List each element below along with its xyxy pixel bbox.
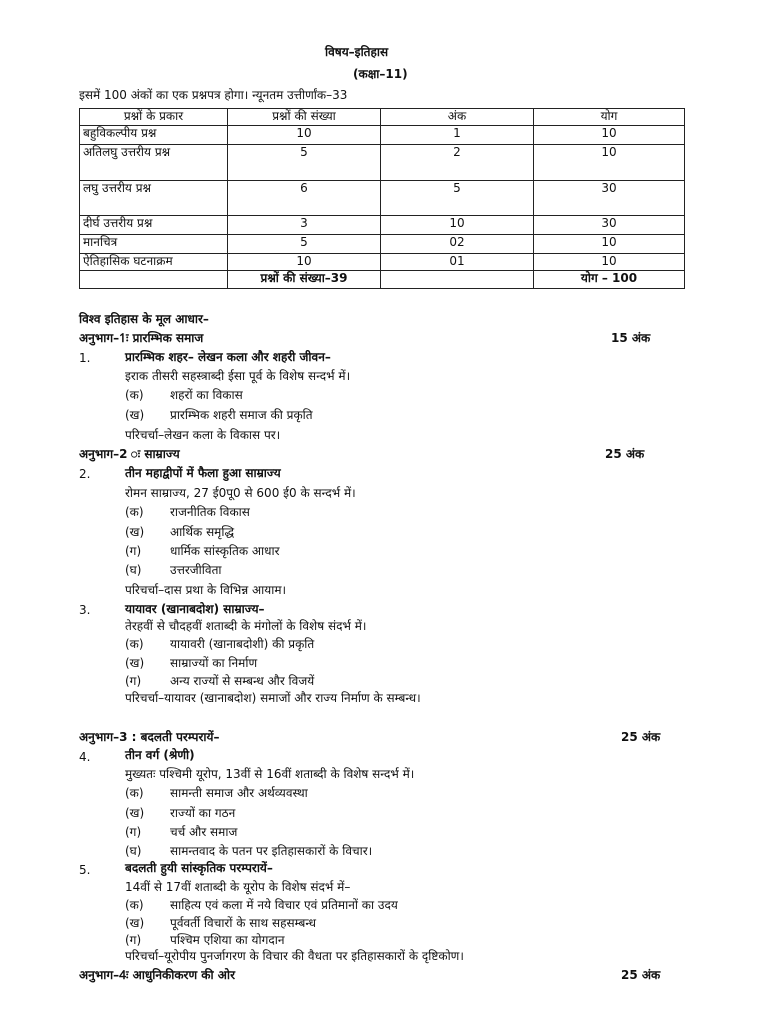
unit-heading: अनुभाग–4ः आधुनिकीकरण की ओर <box>79 968 235 982</box>
table-cell: 5 <box>228 145 381 181</box>
topic-number: 2. <box>79 467 91 481</box>
table-header: प्रश्नों की संख्या <box>228 109 381 126</box>
list-item: राजनीतिक विकास <box>170 505 250 519</box>
table-total-row <box>80 271 685 289</box>
list-item: शहरों का विकास <box>170 388 243 402</box>
total-marks: योग – 100 <box>534 271 685 289</box>
topic-title: तीन वर्ग (श्रेणी) <box>125 748 195 762</box>
table-cell: ऐतिहासिक घटनाक्रम <box>80 254 228 271</box>
table-cell: 6 <box>228 181 381 216</box>
table-cell: 10 <box>534 235 685 254</box>
topic-description: रोमन साम्राज्य, 27 ई0पू0 से 600 ई0 के सन्दर्भ में। <box>125 486 356 500</box>
table-row <box>80 181 685 216</box>
discussion-text: परिचर्चा–दास प्रथा के विभिन्न आयाम। <box>125 583 287 597</box>
syllabus-title: विश्व इतिहास के मूल आधार– <box>79 312 209 326</box>
list-item: साहित्य एवं कला में नये विचार एवं प्रतिमानों का उदय <box>170 898 398 912</box>
item-label: (ख) <box>125 525 145 539</box>
item-label: (घ) <box>125 563 142 577</box>
table-row <box>80 216 685 235</box>
table-cell: 10 <box>534 145 685 181</box>
table-header: अंक <box>381 109 534 126</box>
discussion-text: परिचर्चा–यूरोपीय पुनर्जागरण के विचार की वैधता पर इतिहासकारों के दृष्टिकोण। <box>125 949 464 963</box>
unit-marks: 15 अंक <box>611 331 651 345</box>
item-label: (क) <box>125 637 144 651</box>
list-item: सामन्ती समाज और अर्थव्यवस्था <box>170 786 308 800</box>
table-cell: मानचित्र <box>80 235 228 254</box>
topic-title: तीन महाद्वीपों में फैला हुआ साम्राज्य <box>125 466 281 480</box>
table-cell: बहुविकल्पीय प्रश्न <box>80 126 228 145</box>
list-item: धार्मिक सांस्कृतिक आधार <box>170 544 280 558</box>
unit-heading: अनुभाग–2 ः साम्राज्य <box>79 447 180 461</box>
topic-title: प्रारम्भिक शहर– लेखन कला और शहरी जीवन– <box>125 350 331 364</box>
topic-number: 5. <box>79 863 91 877</box>
topic-description: तेरहवीं से चौदहवीं शताब्दी के मंगोलों के विशेष संदर्भ में। <box>125 619 367 633</box>
marks-table <box>79 108 685 289</box>
topic-title: बदलती हुयी सांस्कृतिक परम्परायें– <box>125 861 273 875</box>
table-cell: 30 <box>534 216 685 235</box>
item-label: (क) <box>125 786 144 800</box>
item-label: (क) <box>125 388 144 402</box>
item-label: (क) <box>125 898 144 912</box>
table-cell: 10 <box>534 126 685 145</box>
list-item: पूर्ववर्ती विचारों के साथ सहसम्बन्ध <box>170 916 317 930</box>
item-label: (घ) <box>125 844 142 858</box>
table-header: योग <box>534 109 685 126</box>
list-item: सामन्तवाद के पतन पर इतिहासकारों के विचार। <box>170 844 373 858</box>
unit-heading: अनुभाग–1ः प्रारम्भिक समाज <box>79 331 204 345</box>
table-cell: लघु उत्तरीय प्रश्न <box>80 181 228 216</box>
table-cell: 10 <box>381 216 534 235</box>
item-label: (क) <box>125 505 144 519</box>
discussion-text: परिचर्चा–यायावर (खानाबदोश) समाजों और राज्य निर्माण के सम्बन्ध। <box>125 691 421 705</box>
table-cell: 5 <box>228 235 381 254</box>
table-cell: 1 <box>381 126 534 145</box>
topic-title: यायावर (खानाबदोश) साम्राज्य– <box>125 602 265 616</box>
topic-description: मुख्यतः पश्चिमी यूरोप, 13वीं से 16वीं शताब्दी के विशेष सन्दर्भ में। <box>125 767 415 781</box>
table-cell: 30 <box>534 181 685 216</box>
table-row <box>80 145 685 181</box>
table-row <box>80 254 685 271</box>
table-cell: 5 <box>381 181 534 216</box>
list-item: चर्च और समाज <box>170 825 238 839</box>
item-label: (ग) <box>125 825 142 839</box>
table-cell: अतिलघु उत्तरीय प्रश्न <box>80 145 228 181</box>
table-cell <box>381 271 534 289</box>
subject-title: विषय–इतिहास <box>325 45 389 59</box>
unit-heading: अनुभाग–3 : बदलती परम्परायें– <box>79 730 220 744</box>
item-label: (ख) <box>125 916 145 930</box>
table-header-row <box>80 109 685 126</box>
item-label: (ग) <box>125 544 142 558</box>
table-row <box>80 235 685 254</box>
table-cell: 2 <box>381 145 534 181</box>
table-cell: दीर्घ उत्तरीय प्रश्न <box>80 216 228 235</box>
topic-number: 3. <box>79 603 91 617</box>
item-label: (ख) <box>125 656 145 670</box>
unit-marks: 25 अंक <box>605 447 645 461</box>
topic-description: 14वीं से 17वीं शताब्दी के यूरोप के विशेष संदर्भ में– <box>125 880 351 894</box>
table-cell: 01 <box>381 254 534 271</box>
list-item: आर्थिक समृद्धि <box>170 525 235 539</box>
list-item: साम्राज्यों का निर्माण <box>170 656 258 670</box>
list-item: उत्तरजीविता <box>170 563 222 577</box>
table-cell: 10 <box>228 254 381 271</box>
list-item: प्रारम्भिक शहरी समाज की प्रकृति <box>170 408 313 422</box>
total-questions: प्रश्नों की संख्या–39 <box>228 271 381 289</box>
unit-marks: 25 अंक <box>621 730 661 744</box>
discussion-text: परिचर्चा–लेखन कला के विकास पर। <box>125 428 281 442</box>
table-header: प्रश्नों के प्रकार <box>80 109 228 126</box>
unit-marks: 25 अंक <box>621 968 661 982</box>
list-item: पश्चिम एशिया का योगदान <box>170 933 285 947</box>
list-item: यायावरी (खानाबदोशी) की प्रकृति <box>170 637 315 651</box>
table-cell: 10 <box>228 126 381 145</box>
table-cell: 02 <box>381 235 534 254</box>
intro-text: इसमें 100 अंकों का एक प्रश्नपत्र होगा। न्यूनतम उत्तीर्णांक–33 <box>79 88 348 102</box>
topic-number: 1. <box>79 351 91 365</box>
list-item: राज्यों का गठन <box>170 806 236 820</box>
table-cell: 10 <box>534 254 685 271</box>
list-item: अन्य राज्यों से सम्बन्ध और विजयें <box>170 674 315 688</box>
topic-number: 4. <box>79 750 91 764</box>
item-label: (ग) <box>125 933 142 947</box>
table-cell: 3 <box>228 216 381 235</box>
table-row <box>80 126 685 145</box>
table-cell <box>80 271 228 289</box>
item-label: (ग) <box>125 674 142 688</box>
class-label: (कक्षा–11) <box>353 67 408 81</box>
topic-description: इराक तीसरी सहस्त्राब्दी ईसा पूर्व के विशेष सन्दर्भ में। <box>125 369 351 383</box>
item-label: (ख) <box>125 408 145 422</box>
item-label: (ख) <box>125 806 145 820</box>
